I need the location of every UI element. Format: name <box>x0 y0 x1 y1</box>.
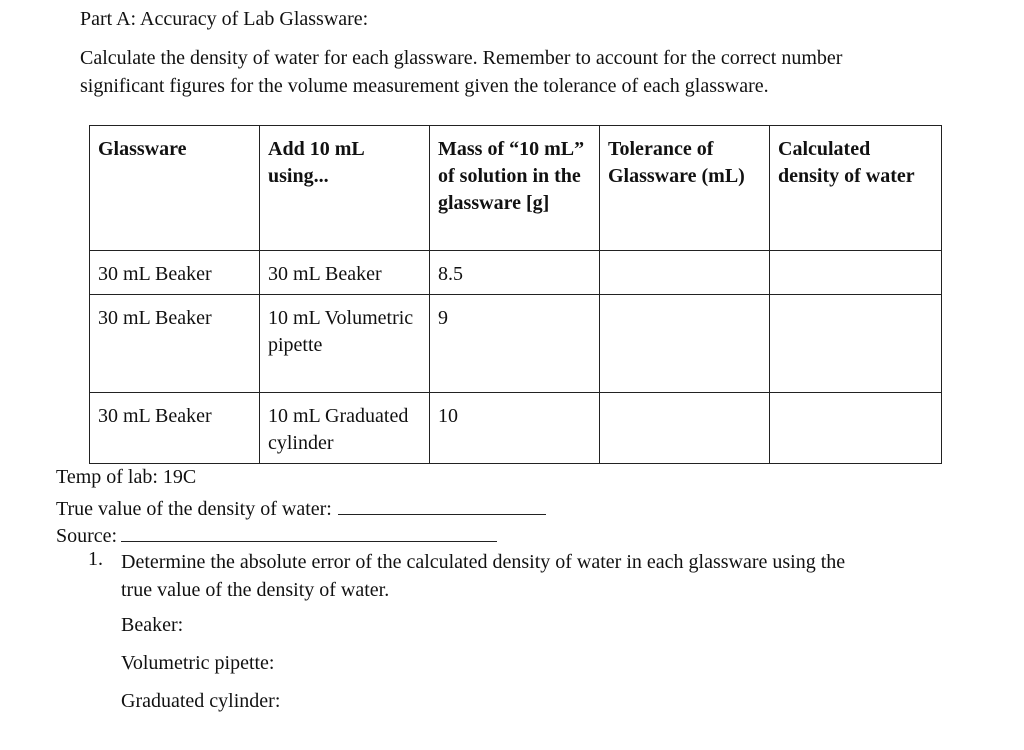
source-label: Source: <box>56 525 118 547</box>
part-title: Part A: Accuracy of Lab Glassware: <box>80 8 369 30</box>
question-line-1: Determine the absolute error of the calculated density of water in each glassware using the <box>121 551 846 573</box>
question-number: 1. <box>88 548 103 570</box>
answer-volumetric-pipette: Volumetric pipette: <box>121 652 275 674</box>
answer-graduated-cylinder: Graduated cylinder: <box>121 690 281 712</box>
header-glassware: Glassware <box>90 126 260 251</box>
cell-density[interactable] <box>770 251 942 295</box>
cell-tolerance[interactable] <box>600 295 770 393</box>
glassware-data-table <box>89 125 942 464</box>
header-mass: Mass of “10 mL” of solution in the glassware [g] <box>430 126 600 251</box>
table-row <box>90 251 942 295</box>
answer-beaker: Beaker: <box>121 614 184 636</box>
cell-add-using: 10 mL Graduated cylinder <box>260 393 430 464</box>
temp-of-lab: Temp of lab: 19C <box>56 466 197 488</box>
cell-glassware: 30 mL Beaker <box>90 393 260 464</box>
cell-tolerance[interactable] <box>600 251 770 295</box>
true-value-label: True value of the density of water: <box>56 498 332 520</box>
cell-tolerance[interactable] <box>600 393 770 464</box>
header-density: Calculated density of water <box>770 126 942 251</box>
cell-add-using: 30 mL Beaker <box>260 251 430 295</box>
cell-mass: 8.5 <box>430 251 600 295</box>
true-value-line <box>56 494 546 521</box>
source-blank[interactable] <box>121 521 497 542</box>
cell-mass: 9 <box>430 295 600 393</box>
cell-density[interactable] <box>770 393 942 464</box>
cell-mass: 10 <box>430 393 600 464</box>
table-row <box>90 295 942 393</box>
cell-add-using: 10 mL Volumetric pipette <box>260 295 430 393</box>
true-value-blank[interactable] <box>338 494 546 515</box>
cell-glassware: 30 mL Beaker <box>90 295 260 393</box>
instructions-line-1: Calculate the density of water for each glassware. Remember to account for the correct number <box>80 47 843 69</box>
header-tolerance: Tolerance of Glassware (mL) <box>600 126 770 251</box>
instructions <box>80 44 842 100</box>
cell-density[interactable] <box>770 295 942 393</box>
cell-glassware: 30 mL Beaker <box>90 251 260 295</box>
table-header-row <box>90 126 942 251</box>
question-text <box>121 548 845 604</box>
question-line-2: true value of the density of water. <box>121 579 390 601</box>
instructions-line-2: significant figures for the volume measurement given the tolerance of each glassware. <box>80 75 769 97</box>
header-add-using: Add 10 mL using... <box>260 126 430 251</box>
source-line <box>56 521 497 548</box>
table-row <box>90 393 942 464</box>
